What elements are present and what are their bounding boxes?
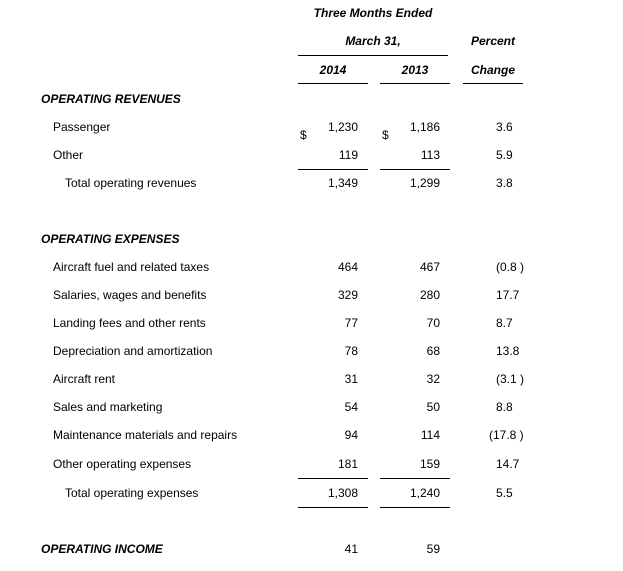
total-revenues-pct: 3.8 <box>496 176 513 190</box>
value-2013: 113 <box>420 148 440 162</box>
value-2013: 1,186 <box>409 120 440 134</box>
total-revenues-label: Total operating revenues <box>65 176 197 190</box>
subtotal-rule-2014 <box>298 478 368 479</box>
value-2014: 31 <box>344 372 358 386</box>
percent-change: 8.8 <box>496 400 513 414</box>
value-2014: 329 <box>337 288 358 302</box>
subtotal-rule-2013 <box>380 169 450 170</box>
total-revenues-2013: 1,299 <box>409 176 440 190</box>
value-2013: 68 <box>426 344 440 358</box>
percent-change: (0.8 ) <box>496 260 525 274</box>
percent-header: Percent <box>470 34 516 48</box>
period-date: March 31, <box>345 34 401 48</box>
value-2013: 467 <box>419 260 440 274</box>
value-2013: 32 <box>426 372 440 386</box>
percent-change: 8.7 <box>496 316 513 330</box>
row-label: Maintenance materials and repairs <box>53 428 238 442</box>
expenses-heading: OPERATING EXPENSES <box>41 232 180 246</box>
row-label: Depreciation and amortization <box>53 344 213 358</box>
value-2013: 159 <box>419 457 440 471</box>
value-2013: 50 <box>426 400 440 414</box>
row-label: Passenger <box>53 120 111 134</box>
percent-change: 17.7 <box>496 288 520 302</box>
value-2014: 77 <box>344 316 358 330</box>
income-heading: OPERATING INCOME <box>41 542 163 556</box>
col-2013-underline <box>380 83 450 84</box>
row-label: Other operating expenses <box>53 457 192 471</box>
row-label: Salaries, wages and benefits <box>53 288 207 302</box>
percent-change: (17.8 ) <box>489 428 524 442</box>
value-2014: 94 <box>344 428 358 442</box>
total-expenses-2013: 1,240 <box>409 486 440 500</box>
period-title: Three Months Ended <box>313 6 433 20</box>
dollar-sign: $ <box>300 128 307 142</box>
total-rule-2013 <box>380 507 450 508</box>
subtotal-rule-2013 <box>380 478 450 479</box>
col-2014-header: 2014 <box>319 63 347 77</box>
revenues-heading: OPERATING REVENUES <box>41 92 181 106</box>
row-label: Aircraft rent <box>53 372 116 386</box>
value-2013: 114 <box>420 428 440 442</box>
row-label: Aircraft fuel and related taxes <box>53 260 210 274</box>
percent-change: 13.8 <box>496 344 520 358</box>
percent-change: 14.7 <box>496 457 520 471</box>
row-label: Other <box>53 148 84 162</box>
percent-change: (3.1 ) <box>496 372 525 386</box>
row-label: Landing fees and other rents <box>53 316 206 330</box>
value-2014: 78 <box>344 344 358 358</box>
percent-change: 3.6 <box>496 120 513 134</box>
change-underline <box>463 83 523 84</box>
subtotal-rule-2014 <box>298 169 368 170</box>
change-header: Change <box>470 63 515 77</box>
total-expenses-2014: 1,308 <box>327 486 358 500</box>
col-2013-header: 2013 <box>401 63 429 77</box>
value-2013: 70 <box>426 316 440 330</box>
percent-change: 5.9 <box>496 148 513 162</box>
total-expenses-pct: 5.5 <box>496 486 513 500</box>
income-2013: 59 <box>426 542 440 556</box>
value-2014: 1,230 <box>327 120 358 134</box>
value-2014: 464 <box>337 260 358 274</box>
value-2014: 119 <box>338 148 358 162</box>
income-2014: 41 <box>344 542 358 556</box>
row-label: Sales and marketing <box>53 400 163 414</box>
total-revenues-2014: 1,349 <box>327 176 358 190</box>
dollar-sign: $ <box>382 128 389 142</box>
total-expenses-label: Total operating expenses <box>65 486 199 500</box>
value-2013: 280 <box>419 288 440 302</box>
value-2014: 54 <box>344 400 358 414</box>
period-underline <box>298 55 448 56</box>
col-2014-underline <box>298 83 368 84</box>
value-2014: 181 <box>337 457 358 471</box>
total-rule-2014 <box>298 507 368 508</box>
